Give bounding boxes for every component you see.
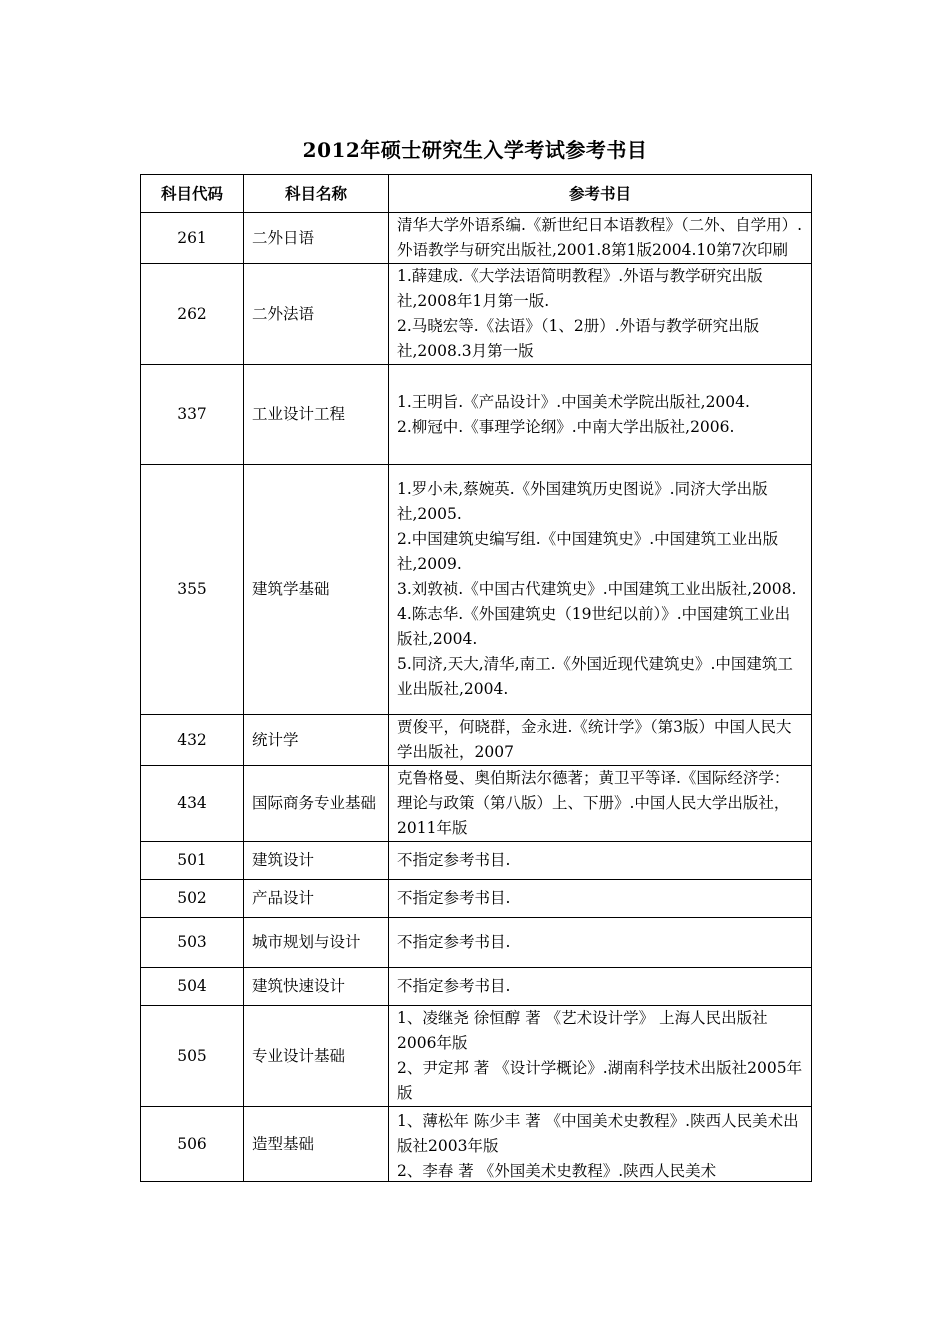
- subject-name-cell: 城市规划与设计: [244, 918, 389, 968]
- subject-code-cell: 502: [141, 880, 244, 918]
- subject-name-cell: 二外日语: [244, 213, 389, 264]
- reference-book-entry: 不指定参考书目.: [397, 851, 511, 869]
- reference-book-entry: 不指定参考书目.: [397, 977, 511, 995]
- reference-books-cell: [389, 1107, 812, 1182]
- subject-code-cell: 501: [141, 842, 244, 880]
- subject-code-cell: 261: [141, 213, 244, 264]
- reference-book-entry: 2.中国建筑史编写组.《中国建筑史》.中国建筑工业出版社,2009.: [397, 530, 779, 573]
- subject-code-cell: 337: [141, 365, 244, 465]
- reference-book-entry: 2.柳冠中.《事理学论纲》.中南大学出版社,2006.: [397, 417, 735, 436]
- table-row: [141, 365, 812, 465]
- reference-book-entry: 不指定参考书目.: [397, 933, 511, 951]
- table-row: [141, 1006, 812, 1107]
- table-body: [141, 213, 812, 1182]
- reference-book-entry: 2、李春 著 《外国美术史教程》.陕西人民美术: [397, 1161, 717, 1180]
- reference-book-table: [140, 174, 812, 1182]
- table-row: [141, 465, 812, 715]
- subject-code-cell: 432: [141, 715, 244, 766]
- page-title: 2012年硕士研究生入学考试参考书目: [302, 138, 648, 162]
- table-header-row: [141, 175, 812, 213]
- table-row: [141, 766, 812, 842]
- table-row: [141, 968, 812, 1006]
- reference-book-entry: 1.薛建成.《大学法语简明教程》.外语与教学研究出版社,2008年1月第一版.: [397, 267, 763, 310]
- reference-books-cell: [389, 968, 812, 1006]
- reference-books-cell: [389, 213, 812, 264]
- subject-name-cell: 建筑设计: [244, 842, 389, 880]
- table-row: [141, 842, 812, 880]
- subject-name-cell: 造型基础: [244, 1107, 389, 1182]
- reference-books-cell: [389, 264, 812, 365]
- subject-name-cell: 二外法语: [244, 264, 389, 365]
- table-row: [141, 880, 812, 918]
- header-reference-books: 参考书目: [389, 175, 812, 213]
- table-row: [141, 213, 812, 264]
- reference-book-entry: 不指定参考书目.: [397, 889, 511, 907]
- subject-name-cell: 建筑学基础: [244, 465, 389, 715]
- subject-name-cell: 统计学: [244, 715, 389, 766]
- reference-book-entry: 2.马晓宏等.《法语》（1、2册）.外语与教学研究出版社,2008.3月第一版: [397, 317, 760, 360]
- subject-code-cell: 355: [141, 465, 244, 715]
- subject-code-cell: 262: [141, 264, 244, 365]
- reference-books-cell: [389, 1006, 812, 1107]
- reference-books-cell: [389, 715, 812, 766]
- reference-book-entry: 克鲁格曼、奥伯斯法尔德著；黄卫平等译.《国际经济学：理论与政策（第八版）上、下册》.中国人民大学出版社，2011年版: [397, 769, 790, 837]
- reference-book-entry: 1、凌继尧 徐恒醇 著 《艺术设计学》 上海人民出版社2006年版: [397, 1009, 768, 1052]
- subject-name-cell: 国际商务专业基础: [244, 766, 389, 842]
- reference-book-entry: 1.罗小未,蔡婉英.《外国建筑历史图说》.同济大学出版社,2005.: [397, 480, 768, 523]
- reference-book-entry: 贾俊平，何晓群，金永进.《统计学》（第3版）中国人民大学出版社，2007: [397, 718, 792, 761]
- table-row: [141, 1107, 812, 1182]
- subject-name-cell: 建筑快速设计: [244, 968, 389, 1006]
- reference-books-cell: [389, 766, 812, 842]
- reference-book-entry: 1.王明旨.《产品设计》.中国美术学院出版社,2004.: [397, 392, 750, 411]
- reference-book-entry: 清华大学外语系编.《新世纪日本语教程》（二外、自学用）.外语教学与研究出版社,2001.8第1版2004.10第7次印刷: [397, 216, 803, 259]
- subject-code-cell: 503: [141, 918, 244, 968]
- reference-book-entry: 3.刘敦祯.《中国古代建筑史》.中国建筑工业出版社,2008.: [397, 580, 797, 598]
- reference-books-cell: [389, 918, 812, 968]
- table-row: [141, 918, 812, 968]
- subject-name-cell: 专业设计基础: [244, 1006, 389, 1107]
- table-row: [141, 264, 812, 365]
- table-row: [141, 715, 812, 766]
- reference-books-cell: [389, 842, 812, 880]
- header-subject-name: 科目名称: [244, 175, 389, 213]
- reference-book-entry: 5.同济,天大,清华,南工.《外国近现代建筑史》.中国建筑工业出版社,2004.: [397, 655, 793, 698]
- subject-code-cell: 506: [141, 1107, 244, 1182]
- reference-books-cell: [389, 465, 812, 715]
- reference-book-entry: 1、薄松年 陈少丰 著 《中国美术史教程》.陕西人民美术出版社2003年版: [397, 1111, 799, 1155]
- reference-book-entry: 2、尹定邦 著 《设计学概论》.湖南科学技术出版社2005年版: [397, 1059, 803, 1102]
- header-subject-code: 科目代码: [141, 175, 244, 213]
- subject-name-cell: 产品设计: [244, 880, 389, 918]
- reference-book-entry: 4.陈志华.《外国建筑史（19世纪以前）》.中国建筑工业出版社,2004.: [397, 605, 791, 648]
- reference-books-cell: [389, 880, 812, 918]
- subject-code-cell: 434: [141, 766, 244, 842]
- reference-books-cell: [389, 365, 812, 465]
- subject-name-cell: 工业设计工程: [244, 365, 389, 465]
- subject-code-cell: 505: [141, 1006, 244, 1107]
- subject-code-cell: 504: [141, 968, 244, 1006]
